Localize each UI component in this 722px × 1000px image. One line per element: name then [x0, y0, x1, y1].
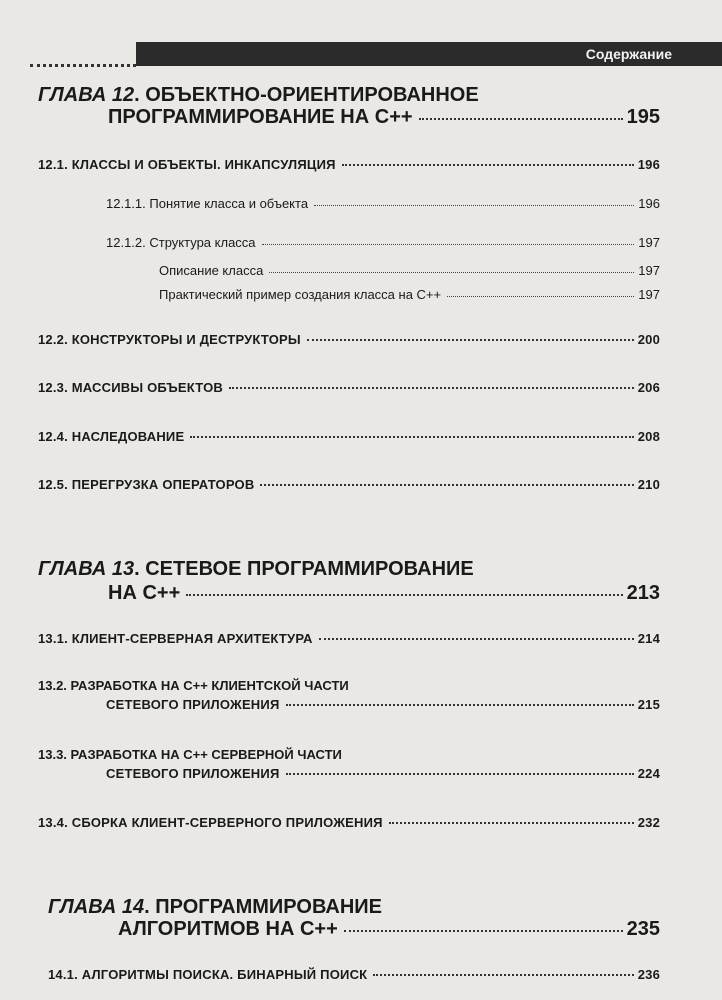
toc-entry-12-1-2[interactable]: 12.1.2. Структура класса 197 — [106, 235, 660, 250]
toc-entry-13-3-line1: 13.3. РАЗРАБОТКА НА С++ СЕРВЕРНОЙ ЧАСТИ — [38, 747, 342, 762]
toc-entry-12-1-1[interactable]: 12.1.1. Понятие класса и объекта 196 — [106, 196, 660, 211]
toc-entry-12-2[interactable]: 12.2. КОНСТРУКТОРЫ И ДЕСТРУКТОРЫ 200 — [38, 332, 660, 347]
toc-entry-13-1[interactable]: 13.1. КЛИЕНТ-СЕРВЕРНАЯ АРХИТЕКТУРА 214 — [38, 631, 660, 646]
header-bar — [136, 42, 722, 66]
chapter-14-page: 235 — [626, 918, 660, 940]
chapter-13-entry[interactable] — [108, 582, 660, 605]
toc-entry-14-1[interactable]: 14.1. АЛГОРИТМЫ ПОИСКА. БИНАРНЫЙ ПОИСК 236 — [48, 967, 660, 982]
chapter-12-title-line2: ПРОГРАММИРОВАНИЕ НА С++ — [108, 106, 413, 128]
dot-leader — [186, 594, 622, 596]
header-dotted-rule — [30, 64, 136, 67]
toc-entry-12-3[interactable]: 12.3. МАССИВЫ ОБЪЕКТОВ 206 — [38, 380, 660, 395]
chapter-13-title-line1: ГЛАВА 13. СЕТЕВОЕ ПРОГРАММИРОВАНИЕ — [38, 558, 474, 580]
toc-entry-class-example[interactable]: Практический пример создания класса на С++ 197 — [159, 287, 660, 302]
toc-entry-12-4[interactable]: 12.4. НАСЛЕДОВАНИЕ 208 — [38, 429, 660, 444]
page-header-title: Содержание — [585, 46, 672, 62]
chapter-12-entry[interactable] — [108, 106, 660, 129]
toc-entry-13-2[interactable]: СЕТЕВОГО ПРИЛОЖЕНИЯ 215 — [106, 697, 660, 712]
dot-leader — [419, 118, 623, 120]
chapter-14-title-line1: ГЛАВА 14. ПРОГРАММИРОВАНИЕ — [48, 896, 382, 918]
chapter-13-title-line2: НА С++ — [108, 582, 181, 604]
toc-entry-13-2-line1: 13.2. РАЗРАБОТКА НА С++ КЛИЕНТСКОЙ ЧАСТИ — [38, 678, 349, 693]
toc-entry-class-description[interactable]: Описание класса 197 — [159, 263, 660, 278]
toc-entry-13-4[interactable]: 13.4. СБОРКА КЛИЕНТ-СЕРВЕРНОГО ПРИЛОЖЕНИЯ 232 — [38, 815, 660, 830]
toc-entry-13-3[interactable]: СЕТЕВОГО ПРИЛОЖЕНИЯ 224 — [106, 766, 660, 781]
chapter-12-page: 195 — [626, 106, 660, 128]
toc-entry-12-5[interactable]: 12.5. ПЕРЕГРУЗКА ОПЕРАТОРОВ 210 — [38, 477, 660, 492]
chapter-12-title-line1: ГЛАВА 12. ОБЪЕКТНО-ОРИЕНТИРОВАННОЕ — [38, 84, 479, 106]
chapter-14-entry[interactable] — [118, 918, 660, 941]
toc-entry-12-1[interactable]: 12.1. КЛАССЫ И ОБЪЕКТЫ. ИНКАПСУЛЯЦИЯ 196 — [38, 157, 660, 172]
chapter-14-title-line2: АЛГОРИТМОВ НА С++ — [118, 918, 338, 940]
dot-leader — [344, 930, 623, 932]
chapter-13-page: 213 — [626, 582, 660, 604]
